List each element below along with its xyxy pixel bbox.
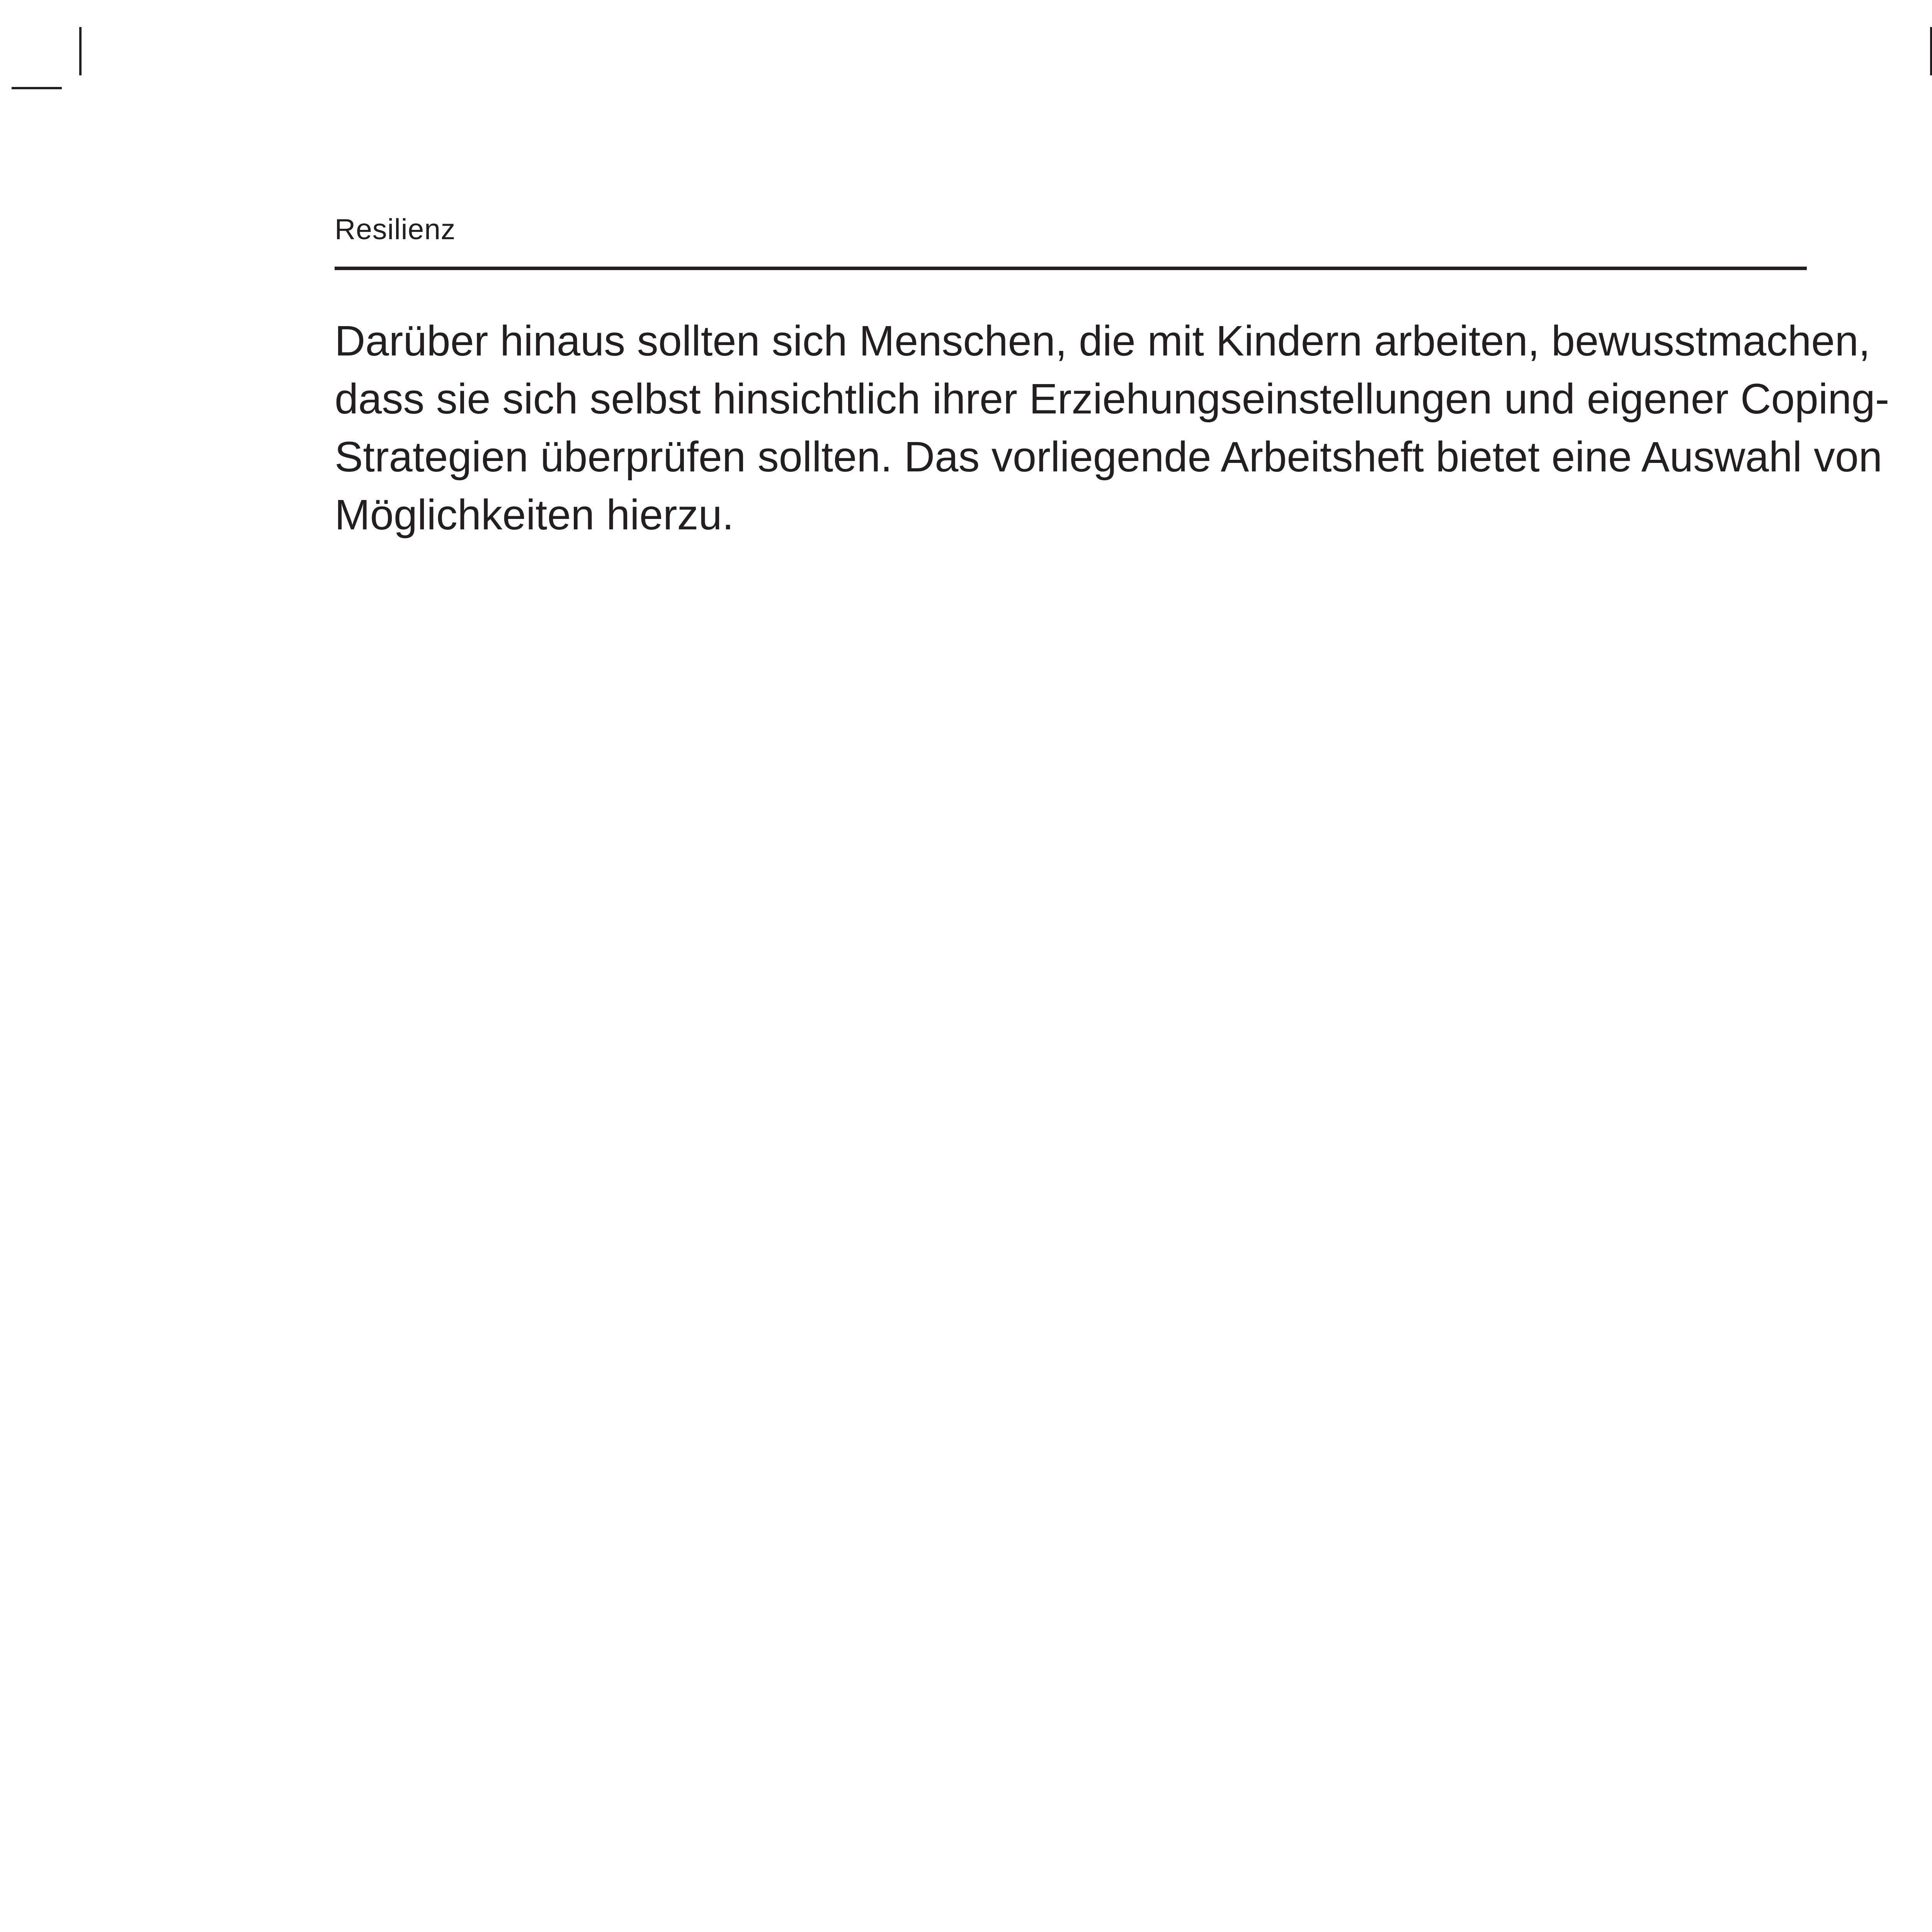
running-head: Resilienz: [335, 213, 456, 245]
body-paragraph: [335, 312, 1889, 544]
body-line: dass sie sich selbst hinsichtlich ihrer Erziehungseinstellungen und eigener Coping-: [335, 375, 1889, 423]
crop-mark: [79, 27, 82, 75]
crop-mark: [12, 87, 62, 89]
body-line: Darüber hinaus sollten sich Menschen, die mit Kindern arbeiten, bewusstmachen,: [335, 317, 1871, 365]
crop-mark: [1930, 27, 1932, 75]
header-rule: [335, 267, 1807, 270]
body-line: Strategien überprüfen sollten. Das vorliegende Arbeitsheft bietet eine Auswahl von: [335, 433, 1883, 481]
body-line: Möglichkeiten hierzu.: [335, 491, 734, 539]
